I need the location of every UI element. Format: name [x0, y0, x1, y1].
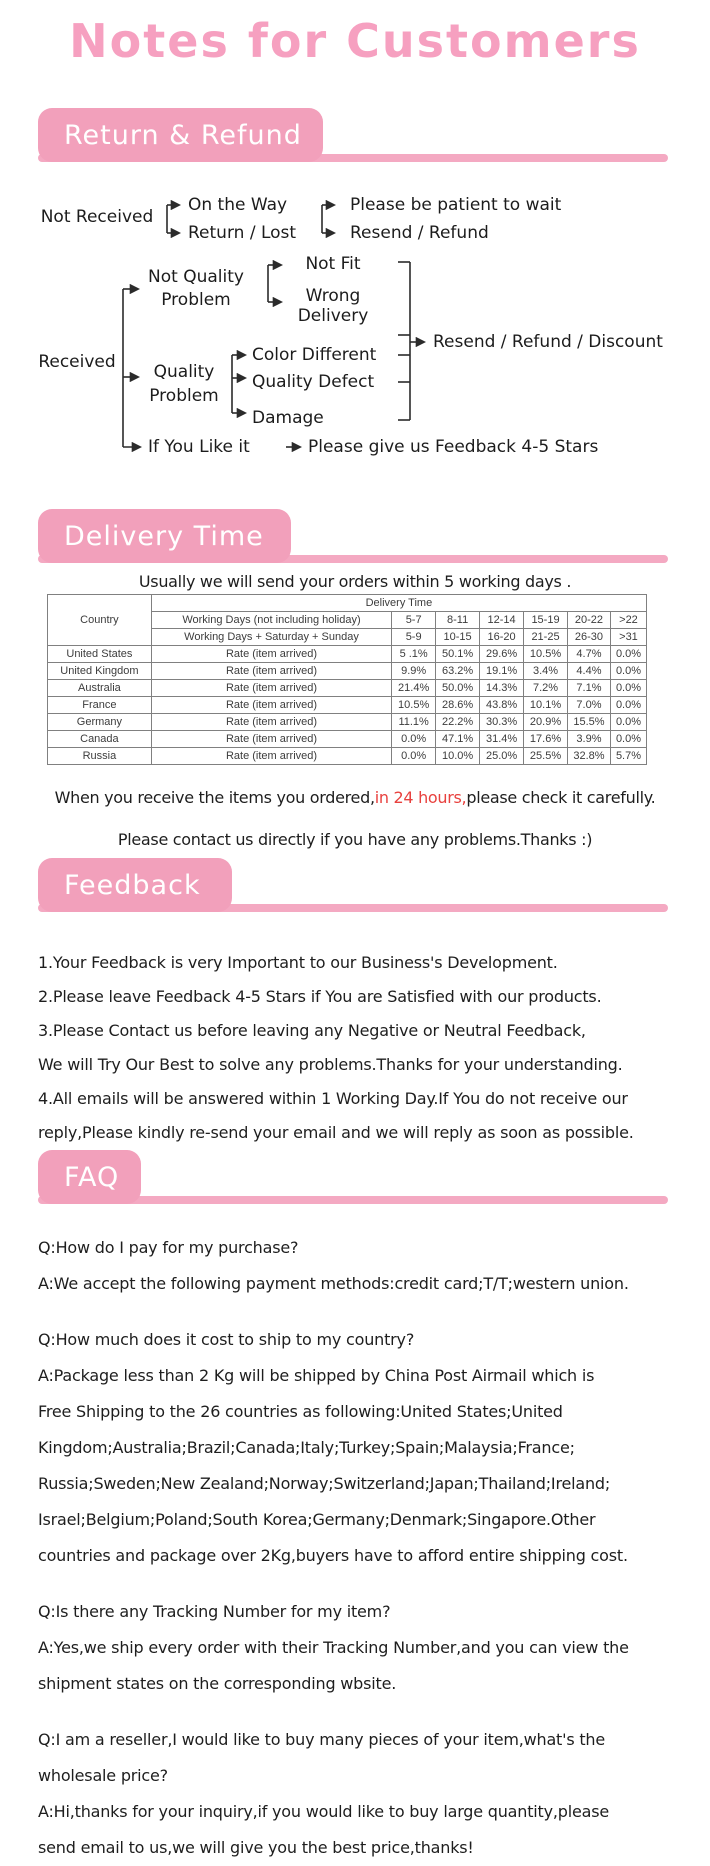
rate-cell: 0.0%	[610, 680, 646, 697]
faq-question: Q:How much does it cost to ship to my country?	[38, 1330, 415, 1349]
rate-cell: 17.6%	[524, 731, 568, 748]
faq-list	[38, 1230, 680, 1866]
rate-cell: 22.2%	[436, 714, 480, 731]
rate-cell: 0.0%	[392, 731, 436, 748]
delivery-time-banner-label: Delivery Time	[64, 520, 264, 552]
faq-answer: Free Shipping to the 26 countries as following:United States;United	[38, 1402, 563, 1421]
flow-label-quality-1: Quality	[153, 362, 215, 382]
rate-cell: 50.1%	[436, 646, 480, 663]
flow-label-be-patient: Please be patient to wait	[350, 195, 562, 215]
rate-cell: 31.4%	[480, 731, 524, 748]
table-row-country	[48, 663, 647, 680]
return-refund-flowchart	[0, 190, 710, 470]
flow-label-not-quality-1: Not Quality	[148, 267, 244, 287]
country-cell: Germany	[48, 714, 152, 731]
flow-label-feedback-stars: Please give us Feedback 4-5 Stars	[308, 437, 599, 457]
table-row-country	[48, 748, 647, 765]
rate-cell: 5 .1%	[392, 646, 436, 663]
faq-answer: Russia;Sweden;New Zealand;Norway;Switzerland;Japan;Thailand;Ireland;	[38, 1474, 611, 1493]
rate-cell: 0.0%	[610, 646, 646, 663]
header-cell: 10-15	[436, 629, 480, 646]
rate-cell: 9.9%	[392, 663, 436, 680]
feedback-banner-label: Feedback	[64, 869, 201, 901]
return-refund-banner-label: Return & Refund	[64, 119, 302, 151]
rate-cell: 7.2%	[524, 680, 568, 697]
flow-label-quality-defect: Quality Defect	[252, 372, 375, 392]
country-corner-cell: Country	[48, 595, 152, 646]
faq-answer: Israel;Belgium;Poland;South Korea;Germany;Denmark;Singapore.Other	[38, 1510, 596, 1529]
rate-label-cell: Rate (item arrived)	[151, 748, 391, 765]
rate-cell: 0.0%	[610, 663, 646, 680]
header-cell: >31	[610, 629, 646, 646]
faq-banner-label: FAQ	[64, 1161, 120, 1193]
faq-answer: shipment states on the corresponding wbsite.	[38, 1674, 397, 1693]
rate-cell: 14.3%	[480, 680, 524, 697]
rate-cell: 4.7%	[567, 646, 610, 663]
section-header-delivery-time	[38, 509, 668, 563]
contact-note: Please contact us directly if you have any problems.Thanks :)	[117, 830, 593, 849]
header-cell: 20-22	[567, 612, 610, 629]
feedback-item: reply,Please kindly re-send your email and we will reply as soon as possible.	[38, 1123, 634, 1142]
header-cell: 12-14	[480, 612, 524, 629]
return-refund-banner	[38, 108, 323, 162]
rate-label-cell: Rate (item arrived)	[151, 697, 391, 714]
delivery-time-banner	[38, 509, 291, 563]
rate-cell: 47.1%	[436, 731, 480, 748]
faq-answer: A:Hi,thanks for your inquiry,if you would like to buy large quantity,please	[38, 1802, 609, 1821]
country-cell: Canada	[48, 731, 152, 748]
header-cell: 16-20	[480, 629, 524, 646]
rate-cell: 28.6%	[436, 697, 480, 714]
flow-label-on-the-way: On the Way	[188, 195, 288, 215]
flow-label-wrong-1: Wrong	[305, 286, 361, 306]
table-row-country	[48, 646, 647, 663]
check-note-pre: When you receive the items you ordered,	[54, 788, 375, 807]
rate-cell: 3.9%	[567, 731, 610, 748]
rate-cell: 10.0%	[436, 748, 480, 765]
rate-cell: 25.5%	[524, 748, 568, 765]
rate-cell: 10.5%	[392, 697, 436, 714]
faq-question: Q:Is there any Tracking Number for my item?	[38, 1602, 391, 1621]
faq-spacer	[38, 1574, 680, 1594]
flow-label-damage: Damage	[252, 408, 324, 428]
rate-cell: 5.7%	[610, 748, 646, 765]
rate-label-cell: Rate (item arrived)	[151, 646, 391, 663]
flow-label-outcome: Resend / Refund / Discount	[433, 332, 663, 352]
delivery-intro: Usually we will send your orders within 5 working days .	[138, 572, 572, 591]
feedback-item: We will Try Our Best to solve any problems.Thanks for your understanding.	[38, 1055, 623, 1074]
country-cell: United Kingdom	[48, 663, 152, 680]
header-cell: 5-9	[392, 629, 436, 646]
rate-cell: 30.3%	[480, 714, 524, 731]
rate-cell: 43.8%	[480, 697, 524, 714]
faq-question: Q:How do I pay for my purchase?	[38, 1238, 299, 1257]
delivery-time-table	[47, 594, 647, 765]
header-label-cell: Working Days (not including holiday)	[151, 612, 391, 629]
feedback-item: 3.Please Contact us before leaving any Negative or Neutral Feedback,	[38, 1021, 586, 1040]
section-header-faq	[38, 1150, 668, 1204]
section-header-return-refund	[38, 108, 668, 162]
table-row-country	[48, 731, 647, 748]
table-row-country	[48, 680, 647, 697]
rate-cell: 19.1%	[480, 663, 524, 680]
flow-label-wrong-2: Delivery	[297, 306, 369, 326]
rate-label-cell: Rate (item arrived)	[151, 680, 391, 697]
rate-cell: 20.9%	[524, 714, 568, 731]
table-row-group-header	[48, 595, 647, 612]
flow-label-resend-refund: Resend / Refund	[350, 223, 489, 243]
country-cell: France	[48, 697, 152, 714]
rate-cell: 11.1%	[392, 714, 436, 731]
rate-cell: 25.0%	[480, 748, 524, 765]
rate-label-cell: Rate (item arrived)	[151, 714, 391, 731]
header-cell: 26-30	[567, 629, 610, 646]
flow-label-not-fit: Not Fit	[305, 254, 361, 274]
country-cell: Australia	[48, 680, 152, 697]
feedback-item: 1.Your Feedback is very Important to our Business's Development.	[38, 953, 558, 972]
rate-cell: 32.8%	[567, 748, 610, 765]
faq-question: wholesale price?	[38, 1766, 168, 1785]
rate-label-cell: Rate (item arrived)	[151, 731, 391, 748]
rate-cell: 63.2%	[436, 663, 480, 680]
feedback-item: 2.Please leave Feedback 4-5 Stars if You are Satisfied with our products.	[38, 987, 602, 1006]
faq-spacer	[38, 1302, 680, 1322]
rate-cell: 10.5%	[524, 646, 568, 663]
header-cell: 5-7	[392, 612, 436, 629]
faq-answer: send email to us,we will give you the best price,thanks!	[38, 1838, 474, 1857]
check-note-post: please check it carefully.	[466, 788, 656, 807]
rate-cell: 21.4%	[392, 680, 436, 697]
flow-label-like-it: If You Like it	[148, 437, 250, 457]
rate-cell: 7.0%	[567, 697, 610, 714]
rate-cell: 50.0%	[436, 680, 480, 697]
rate-cell: 0.0%	[610, 731, 646, 748]
rate-cell: 29.6%	[480, 646, 524, 663]
feedback-list	[38, 946, 680, 1150]
flow-label-return-lost: Return / Lost	[188, 223, 297, 243]
header-cell: 8-11	[436, 612, 480, 629]
table-row-country	[48, 714, 647, 731]
page-title: Notes for Customers	[69, 14, 641, 68]
rate-cell: 0.0%	[610, 697, 646, 714]
flow-label-received: Received	[38, 352, 116, 372]
faq-answer: countries and package over 2Kg,buyers have to afford entire shipping cost.	[38, 1546, 628, 1565]
faq-answer: A:We accept the following payment methods:credit card;T/T;western union.	[38, 1274, 629, 1293]
faq-answer: A:Package less than 2 Kg will be shipped by China Post Airmail which is	[38, 1366, 595, 1385]
rate-cell: 7.1%	[567, 680, 610, 697]
rate-cell: 0.0%	[610, 714, 646, 731]
table-row-country	[48, 697, 647, 714]
rate-label-cell: Rate (item arrived)	[151, 663, 391, 680]
country-cell: Russia	[48, 748, 152, 765]
header-label-cell: Working Days + Saturday + Sunday	[151, 629, 391, 646]
flow-label-color-different: Color Different	[252, 345, 377, 365]
faq-question: Q:I am a reseller,I would like to buy many pieces of your item,what's the	[38, 1730, 606, 1749]
header-cell: 21-25	[524, 629, 568, 646]
feedback-item: 4.All emails will be answered within 1 Working Day.If You do not receive our	[38, 1089, 628, 1108]
header-cell: 15-19	[524, 612, 568, 629]
feedback-banner	[38, 858, 232, 912]
flow-label-not-received: Not Received	[40, 207, 154, 227]
rate-cell: 0.0%	[392, 748, 436, 765]
faq-answer: A:Yes,we ship every order with their Tracking Number,and you can view the	[38, 1638, 629, 1657]
section-header-feedback	[38, 858, 668, 912]
flow-label-not-quality-2: Problem	[161, 290, 231, 310]
faq-answer: Kingdom;Australia;Brazil;Canada;Italy;Turkey;Spain;Malaysia;France;	[38, 1438, 575, 1457]
flow-label-quality-2: Problem	[149, 386, 219, 406]
check-note-24hours: in 24 hours,	[374, 788, 467, 807]
faq-banner	[38, 1150, 141, 1204]
rate-cell: 3.4%	[524, 663, 568, 680]
rate-cell: 15.5%	[567, 714, 610, 731]
country-cell: United States	[48, 646, 152, 663]
faq-spacer	[38, 1702, 680, 1722]
rate-cell: 4.4%	[567, 663, 610, 680]
rate-cell: 10.1%	[524, 697, 568, 714]
header-cell: >22	[610, 612, 646, 629]
group-header-cell: Delivery Time	[151, 595, 646, 612]
check-note	[0, 788, 710, 807]
